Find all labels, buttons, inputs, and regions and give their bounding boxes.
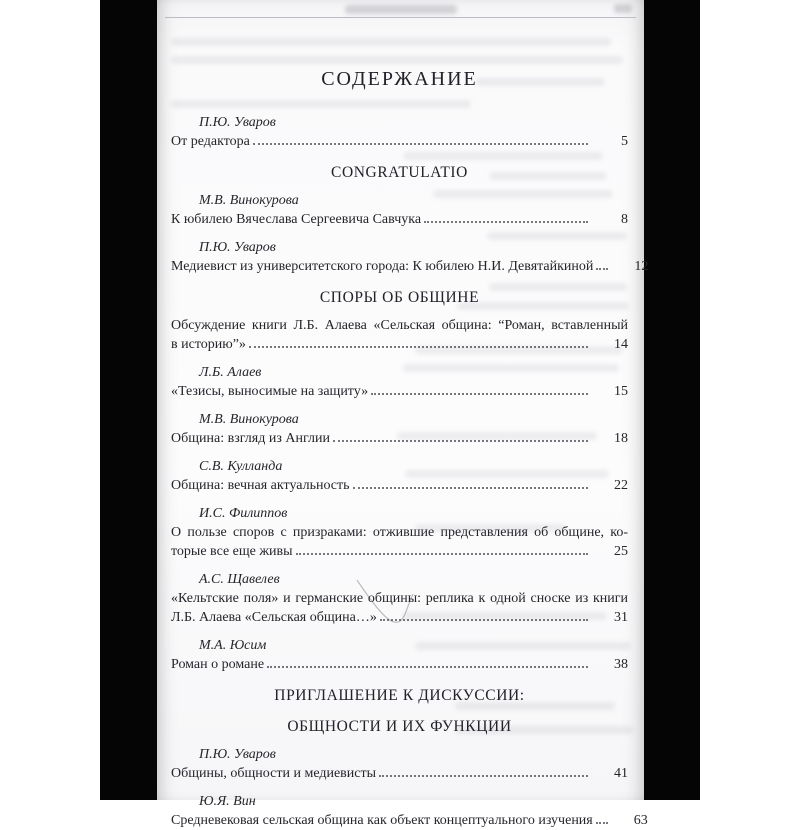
toc-entry (171, 636, 628, 674)
toc-entry-author: М.В. Винокурова (199, 193, 299, 208)
running-head-page-number-blur (614, 4, 632, 13)
toc-entry-author: П.Ю. Уваров (199, 747, 276, 762)
toc-entry-author: М.В. Винокурова (199, 412, 299, 427)
toc-entry-line (171, 382, 628, 401)
toc-title: СОДЕРЖАНИЕ (321, 68, 478, 90)
toc-section-heading: СПОРЫ ОБ ОБЩИНЕ (319, 289, 480, 306)
toc-entry-title-line: О пользе споров с призраками: отжившие представления об общине, ко- (171, 525, 628, 540)
toc-entry-title: Община: вечная актуальность (171, 478, 350, 493)
toc-entry-line (171, 476, 628, 495)
book-page (157, 0, 649, 828)
toc-entry-author: И.С. Филиппов (199, 506, 288, 521)
toc-entry-title: Роман о романе (171, 657, 265, 672)
toc-entry-line (171, 257, 649, 276)
toc-entry-title: в историю”» (171, 337, 246, 352)
toc-entry-author: Ю.Я. Вин (199, 794, 256, 809)
toc-entry-title: К юбилею Вячеслава Сергеевича Савчука (171, 212, 422, 227)
toc-entry-title: От редактора (171, 134, 250, 149)
dot-leader (424, 221, 588, 223)
toc-entry-line (171, 429, 628, 448)
toc-section-heading: CONGRATULATIO (331, 164, 468, 181)
toc-entry-page: 14 (614, 337, 628, 352)
dot-leader (380, 619, 588, 621)
toc-entry-author: А.С. Щавелев (199, 572, 280, 587)
toc-entry-page: 22 (614, 478, 628, 493)
toc-entry (171, 238, 649, 276)
toc-entry-title: Общины, общности и медиевисты (171, 766, 377, 781)
toc-entry-line (171, 764, 628, 783)
toc-entry-line (171, 608, 628, 627)
toc-entry-author: Л.Б. Алаев (199, 365, 262, 380)
toc-entry-page: 15 (614, 384, 628, 399)
toc-content (157, 68, 649, 830)
running-head-blurred-text (345, 5, 457, 14)
toc-sections (171, 113, 649, 830)
dot-leader (596, 822, 608, 824)
toc-entry-page: 41 (614, 766, 628, 781)
toc-entry-author: М.А. Юсим (199, 638, 267, 653)
dot-leader (353, 487, 588, 489)
toc-entry-line (171, 335, 628, 354)
toc-entry-title: Л.Б. Алаева «Сельская община…» (171, 610, 377, 625)
toc-entry-page: 5 (621, 134, 628, 149)
book-photo-backdrop (100, 0, 700, 828)
toc-entry-title: Община: взгляд из Англии (171, 431, 330, 446)
toc-entry-line (171, 132, 628, 151)
toc-entry (171, 191, 628, 229)
toc-entry-line (171, 811, 648, 830)
toc-entry-page: 31 (614, 610, 628, 625)
toc-entry-title: «Тезисы, выносимые на защиту» (171, 384, 369, 399)
toc-entry (171, 745, 628, 783)
toc-entry-page: 63 (633, 813, 648, 828)
dot-leader (253, 143, 588, 145)
toc-entry-author: П.Ю. Уваров (199, 115, 276, 130)
toc-entry-page: 8 (621, 212, 628, 227)
ghost-text (171, 38, 611, 46)
toc-entry-line (171, 210, 628, 229)
toc-entry-title-line: Обсуждение книги Л.Б. Алаева «Сельская община: “Роман, вставленный (171, 318, 628, 333)
toc-entry-title: Средневековая сельская община как объект концептуального изучения (171, 813, 593, 828)
toc-entry-author: С.В. Кулланда (199, 459, 283, 474)
toc-section-heading: ПРИГЛАШЕНИЕ К ДИСКУССИИ: (274, 687, 525, 704)
toc-entry (171, 570, 628, 627)
toc-entry-page: 25 (614, 544, 628, 559)
toc-entry (171, 457, 628, 495)
toc-entry (171, 113, 628, 151)
toc-entry-page: 38 (614, 657, 628, 672)
dot-leader (296, 553, 588, 555)
toc-entry (171, 410, 628, 448)
running-head-rule (165, 17, 636, 18)
toc-section-heading: ОБЩНОСТИ И ИХ ФУНКЦИИ (287, 718, 512, 735)
toc-entry-page: 12 (634, 259, 649, 274)
toc-entry-line (171, 655, 628, 674)
toc-entry (171, 363, 628, 401)
toc-entry (171, 792, 648, 830)
toc-entry-page: 18 (614, 431, 628, 446)
dot-leader (249, 346, 588, 348)
toc-entry-author: П.Ю. Уваров (199, 240, 276, 255)
toc-entry-title: торые все еще живы (171, 544, 293, 559)
toc-entry-line (171, 542, 628, 561)
toc-entry-title: Медиевист из университетского города: К юбилею Н.И. Девятайкиной (171, 259, 594, 274)
dot-leader (379, 775, 588, 777)
dot-leader (371, 393, 588, 395)
toc-entry (171, 316, 628, 354)
ghost-text (171, 56, 623, 64)
toc-entry (171, 504, 628, 561)
dot-leader (267, 666, 588, 668)
dot-leader (333, 440, 588, 442)
dot-leader (596, 268, 608, 270)
toc-entry-title-line: «Кельтские поля» и германские общины: реплика к одной сноске из книги (171, 591, 628, 606)
